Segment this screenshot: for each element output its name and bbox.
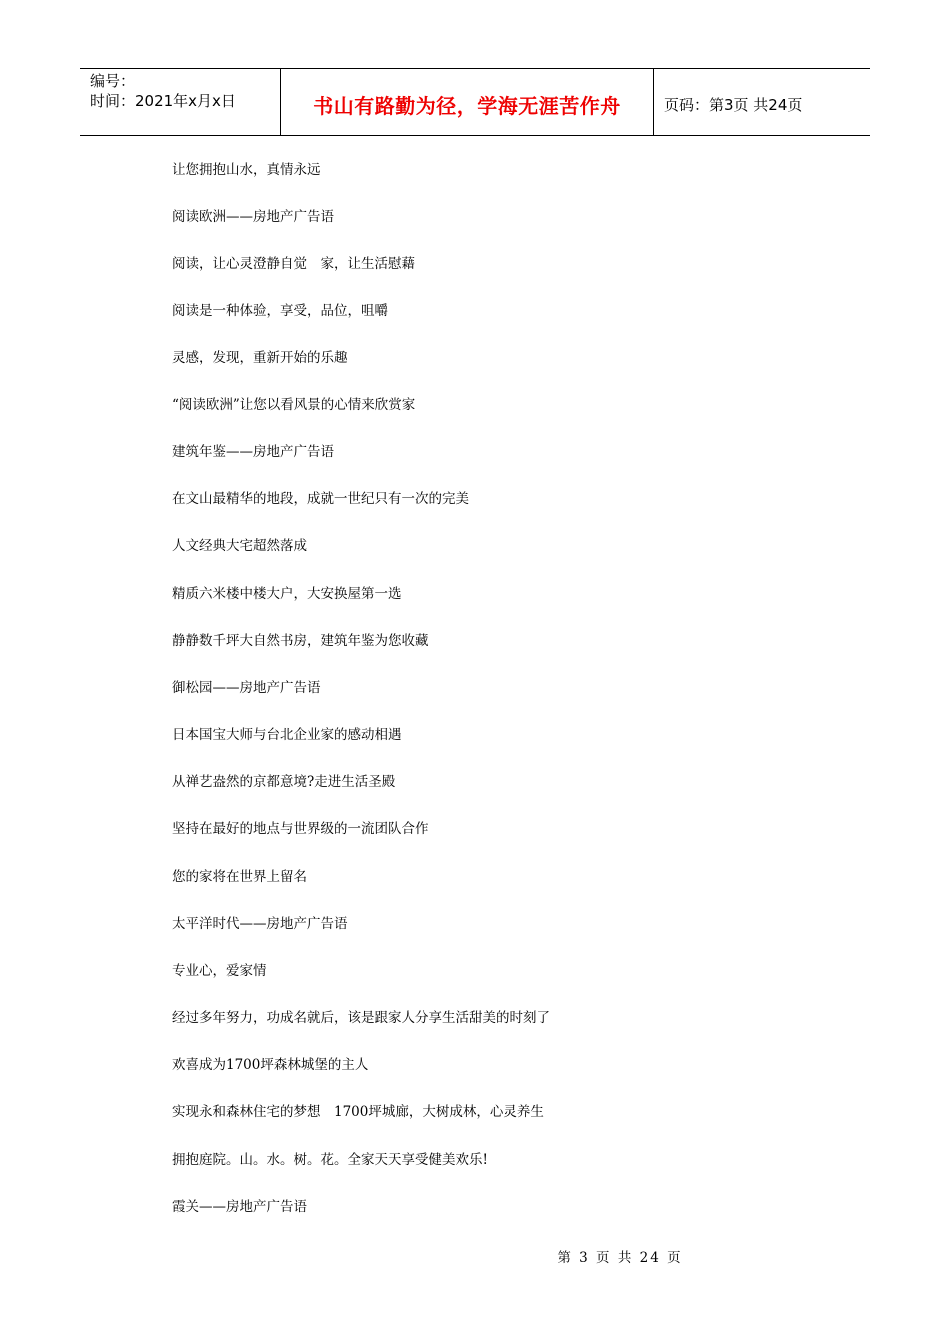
- page-footer: [0, 1246, 950, 1266]
- body-line: 坚持在最好的地点与世界级的一流团队合作: [172, 821, 429, 837]
- body-line: 人文经典大宅超然落成: [172, 538, 307, 554]
- body-line: 实现永和森林住宅的梦想 1700坪城廊，大树成林，心灵养生: [172, 1104, 544, 1120]
- time-label: 时间：2021年x月x日: [90, 92, 236, 110]
- header-motto-cell: [281, 69, 654, 135]
- body-line: 在文山最精华的地段，成就一世纪只有一次的完美: [172, 491, 469, 507]
- body-line: 太平洋时代——房地产广告语: [172, 916, 348, 932]
- body-line: 建筑年鉴——房地产广告语: [172, 444, 334, 460]
- body-line: 阅读，让心灵澄静自觉 家，让生活慰藉: [172, 256, 415, 272]
- body-line: 拥抱庭院。山。水。树。花。全家天天享受健美欢乐!: [172, 1152, 488, 1168]
- body-line: 静静数千坪大自然书房，建筑年鉴为您收藏: [172, 633, 429, 649]
- body-line: 御松园——房地产广告语: [172, 680, 321, 696]
- body-line: 灵感，发现，重新开始的乐趣: [172, 350, 348, 366]
- body-line: 阅读欧洲——房地产广告语: [172, 209, 334, 225]
- body-line: “阅读欧洲”让您以看风景的心情来欣赏家: [172, 397, 416, 413]
- number-label: 编号：: [90, 72, 136, 90]
- body-line: 您的家将在世界上留名: [172, 869, 307, 885]
- body-line: 经过多年努力，功成名就后，该是跟家人分享生活甜美的时刻了: [172, 1010, 550, 1026]
- footer-page-number: 第 3 页 共 24 页: [557, 1250, 683, 1266]
- body-line: 专业心，爱家情: [172, 963, 267, 979]
- header-page-label: 页码：第3页 共24页: [664, 95, 803, 114]
- body-line: 阅读是一种体验，享受，品位，咀嚼: [172, 303, 388, 319]
- body-line: 从禅艺盎然的京都意境?走进生活圣殿: [172, 774, 396, 790]
- body-line: 欢喜成为1700坪森林城堡的主人: [172, 1057, 369, 1073]
- body-line: 让您拥抱山水，真情永远: [172, 162, 321, 178]
- body-line: 霞关——房地产广告语: [172, 1199, 307, 1215]
- header-meta-cell: [80, 69, 281, 135]
- body-line: 精质六米楼中楼大户，大安换屋第一选: [172, 586, 402, 602]
- document-header: [80, 68, 870, 136]
- header-page-cell: [654, 69, 870, 135]
- header-motto: 书山有路勤为径，学海无涯苦作舟: [313, 93, 621, 118]
- body-line: 日本国宝大师与台北企业家的感动相遇: [172, 727, 402, 743]
